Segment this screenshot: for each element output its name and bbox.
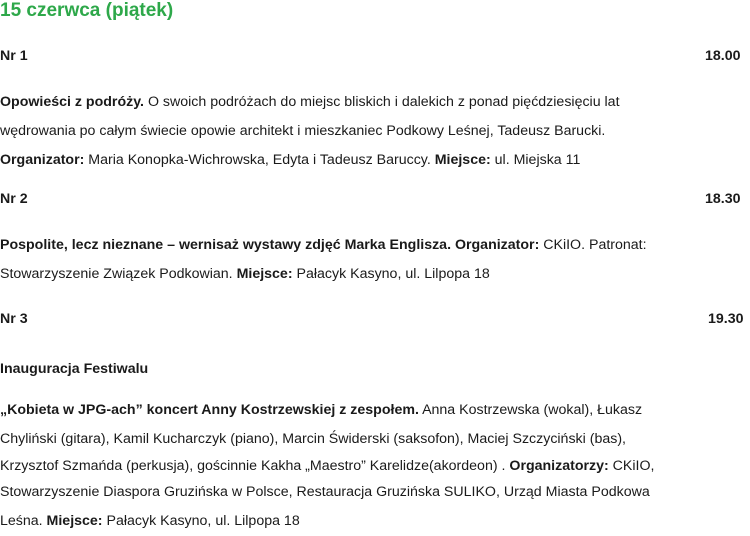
event-heading: Pospolite, lecz nieznane – wernisaż wystawy zdjęć Marka Englisza.: [0, 237, 452, 253]
event-number: Nr 1: [0, 48, 28, 64]
event-time: 18.30: [705, 191, 741, 207]
description-line: [0, 396, 750, 425]
description-line: [0, 88, 750, 117]
event-time: 19.30: [708, 311, 744, 327]
event-1-description: [0, 88, 750, 175]
organizers-value: CKiIO,: [608, 458, 655, 474]
description-line: [0, 507, 750, 536]
description-text: Anna Kostrzewska (wokal), Łukasz: [418, 402, 643, 418]
place-value: Pałacyk Kasyno, ul. Lilpopa 18: [292, 266, 490, 282]
place-value: Pałacyk Kasyno, ul. Lilpopa 18: [102, 513, 300, 529]
place-label: Miejsce:: [46, 513, 103, 529]
organizer-label: Organizator:: [451, 237, 540, 253]
page-title: 15 czerwca (piątek): [0, 0, 174, 21]
event-2-description: [0, 231, 750, 289]
place-label: Miejsce:: [434, 152, 491, 168]
event-heading: „Kobieta w JPG-ach” koncert Anny Kostrzewskiej z zespołem.: [0, 402, 419, 418]
place-value: ul. Miejska 11: [490, 152, 581, 168]
event-subheading: Inauguracja Festiwalu: [0, 361, 149, 377]
event-number: Nr 3: [0, 311, 28, 327]
description-text: Leśna.: [0, 513, 47, 529]
event-3-description: [0, 396, 750, 536]
event-time: 18.00: [705, 48, 741, 64]
organizer-label: Organizator:: [0, 152, 85, 168]
place-label: Miejsce:: [236, 266, 293, 282]
description-text: Krzysztof Szmańda (perkusja), gościnnie Kakha „Maestro” Karelidze(akordeon) .: [0, 458, 510, 474]
description-line: [0, 231, 750, 260]
description-line: Stowarzyszenie Diaspora Gruzińska w Polsce, Restauracja Gruzińska SULIKO, Urząd Miasta Podkowa: [0, 484, 650, 500]
description-line: [0, 146, 750, 175]
description-line: Chyliński (gitara), Kamil Kucharczyk (piano), Marcin Świderski (saksofon), Maciej Szczyciński (bas),: [0, 431, 626, 447]
event-heading: Opowieści z podróży.: [0, 94, 144, 110]
description-text: Stowarzyszenie Związek Podkowian.: [0, 266, 237, 282]
organizers-label: Organizatorzy:: [509, 458, 609, 474]
description-line: [0, 260, 750, 289]
description-text: O swoich podróżach do miejsc bliskich i dalekich z ponad pięćdziesięciu lat: [144, 94, 620, 110]
description-line: [0, 454, 750, 478]
organizer-value: CKiIO. Patronat:: [539, 237, 647, 253]
description-line: wędrowania po całym świecie opowie architekt i mieszkaniec Podkowy Leśnej, Tadeusz Barucki.: [0, 123, 606, 139]
organizer-value: Maria Konopka-Wichrowska, Edyta i Tadeusz Baruccy.: [84, 152, 435, 168]
event-number: Nr 2: [0, 191, 28, 207]
